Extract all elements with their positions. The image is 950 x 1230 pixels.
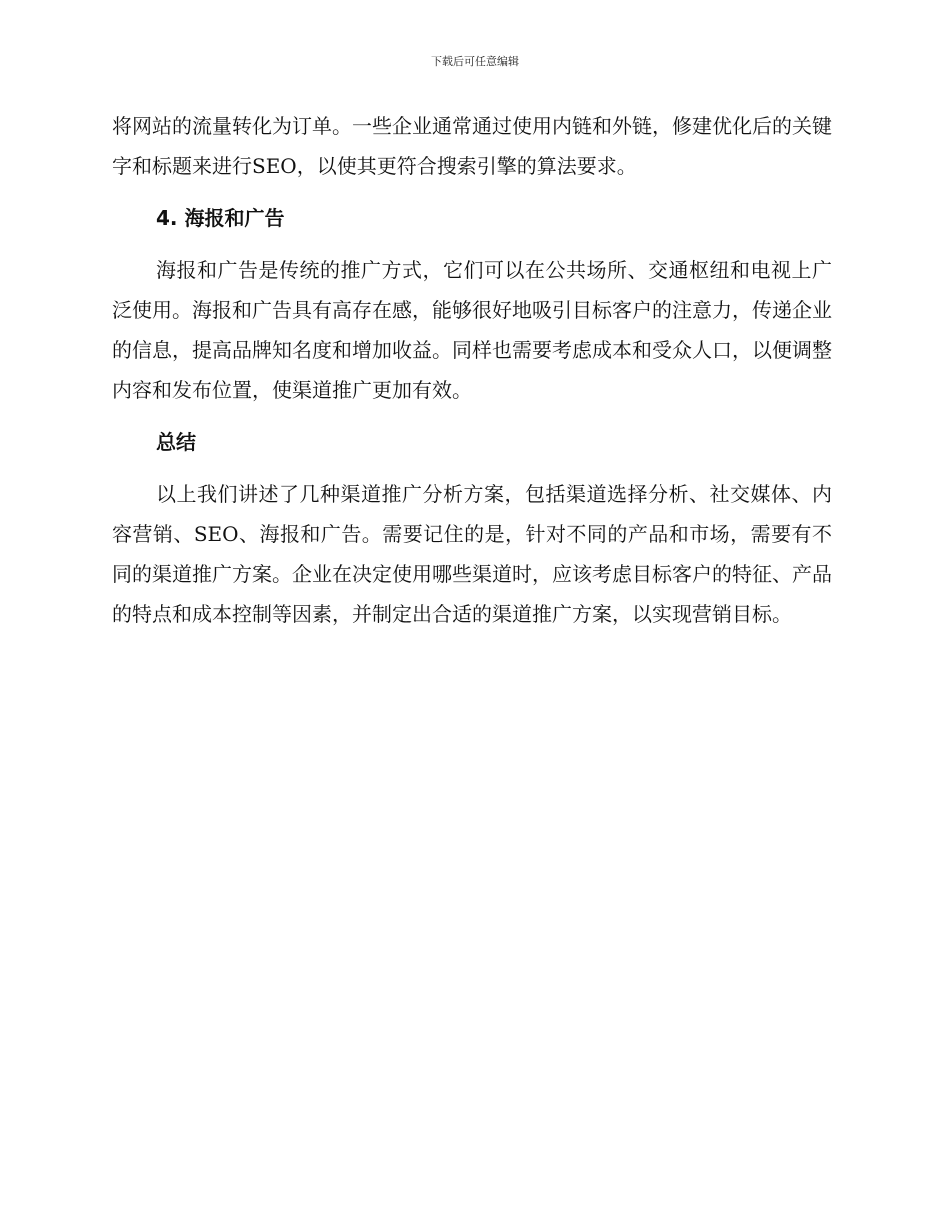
document-body	[112, 106, 832, 646]
intro-paragraph: 将网站的流量转化为订单。一些企业通常通过使用内链和外链，修建优化后的关键字和标题来进行SEO，以使其更符合搜索引擎的算法要求。	[112, 114, 832, 178]
posters-ads-paragraph: 海报和广告是传统的推广方式，它们可以在公共场所、交通枢纽和电视上广泛使用。海报和广告具有高存在感，能够很好地吸引目标客户的注意力，传递企业的信息，提高品牌知名度和增加收益。同样也需要考虑成本和受众人口，以便调整内容和发布位置，使渠道推广更加有效。	[112, 258, 832, 402]
section-heading-summary: 总结	[156, 430, 196, 454]
page-header: 下载后可任意编辑	[431, 55, 519, 68]
section-heading-posters-ads: 4. 海报和广告	[156, 206, 285, 230]
summary-paragraph: 以上我们讲述了几种渠道推广分析方案，包括渠道选择分析、社交媒体、内容营销、SEO、海报和广告。需要记住的是，针对不同的产品和市场，需要有不同的渠道推广方案。企业在决定使用哪些渠道时，应该考虑目标客户的特征、产品的特点和成本控制等因素，并制定出合适的渠道推广方案，以实现营销目标。	[112, 482, 832, 626]
